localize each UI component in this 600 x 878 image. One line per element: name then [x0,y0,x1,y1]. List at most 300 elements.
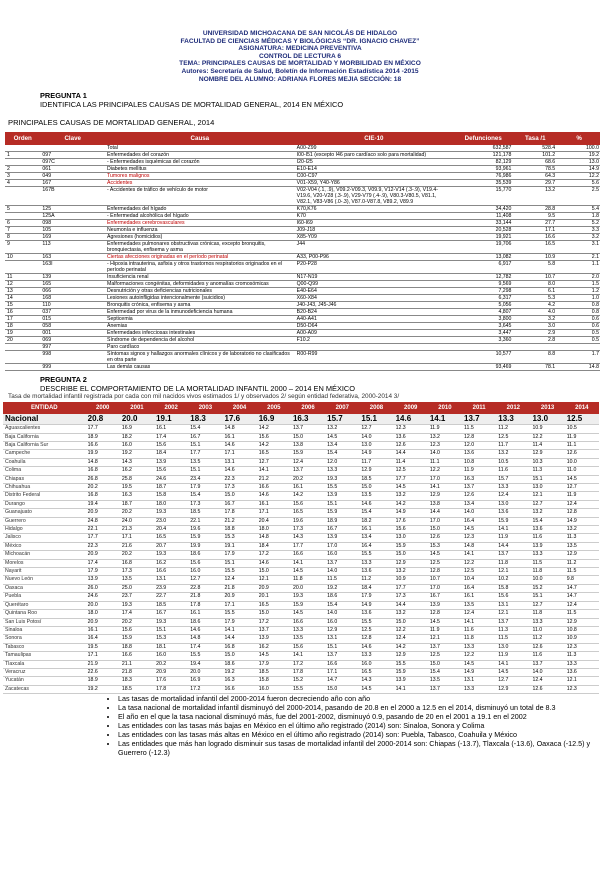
table-cell: 16.7 [223,500,257,508]
table-cell: Insuficiencia renal [105,274,295,281]
table-cell: 15.6 [291,643,325,651]
table-cell [295,344,453,351]
table-cell: 11.7 [496,441,530,449]
table-cell: 12.9 [496,685,530,693]
table-row [3,475,599,483]
table-cell: 17.3 [291,526,325,534]
table-cell: 999 [40,364,105,371]
table-cell: 17.7 [188,450,222,458]
table-cell: 14.4 [394,450,428,458]
table-cell: 098 [40,220,105,227]
table-cell: 12.3 [394,425,428,433]
table-cell: 18.8 [120,643,154,651]
table-cell: 14.5 [462,526,496,534]
table-cell: 16.4 [86,635,120,643]
table-cell [5,187,40,206]
table-cell: 14.4 [223,635,257,643]
table-cell: 16.2 [154,559,188,567]
table-cell: 20.2 [120,618,154,626]
table-cell: 11 [5,274,40,281]
table-cell: Yucatán [3,677,86,685]
table-cell: 14.1 [496,526,530,534]
table-cell: 14.5 [291,568,325,576]
table-cell: 20.2 [120,551,154,559]
table-cell: 6,317 [453,295,513,302]
table-cell: 12.8 [428,568,462,576]
table-header: 2006 [291,402,325,414]
table-cell: 14.2 [394,500,428,508]
infant-mortality-table [3,402,599,694]
table-cell: 4.0 [513,309,557,316]
table-cell: 16.5 [291,509,325,517]
table-cell: 17.6 [154,677,188,685]
table-cell: 93,961 [453,166,513,173]
table-cell: I60-I69 [295,220,453,227]
table-cell: 15.6 [496,593,530,601]
table-cell: 16.6 [325,660,359,668]
table-cell: 13.0 [496,643,530,651]
table-cell: 20.9 [86,551,120,559]
table-cell: 5.4 [557,206,600,213]
table-cell [557,344,600,351]
table-cell: 12.3 [428,441,462,449]
table-cell: 11.1 [565,441,599,449]
table-cell: 17.3 [394,593,428,601]
table-cell: 13.6 [530,526,564,534]
table-cell: 16.6 [257,484,291,492]
table-cell: 34,420 [453,206,513,213]
table-cell: 2.9 [513,330,557,337]
table-cell: 24.8 [86,517,120,525]
table-cell: 18.4 [359,584,393,592]
table-cell: Total [105,145,295,152]
table-cell: 17.7 [86,534,120,542]
table-cell: J09-J18 [295,227,453,234]
table-cell: 11.3 [565,652,599,660]
table-cell: 14 [5,295,40,302]
table-row [3,576,599,584]
table-cell: 11.3 [565,534,599,542]
table-cell: 125A [40,213,105,220]
table-cell: 037 [40,309,105,316]
table-cell: 22.1 [188,517,222,525]
table-cell: 12.4 [394,635,428,643]
table-cell: 14.1 [462,618,496,626]
table-cell: 10.9 [565,635,599,643]
table-cell: 17.3 [188,500,222,508]
table-cell: 13.7 [496,551,530,559]
table-cell: 16.7 [188,433,222,441]
table-cell: 12.8 [462,433,496,441]
table-row [5,337,600,344]
table-cell: 14.0 [359,433,393,441]
table-cell: 17.9 [223,551,257,559]
table-cell: 6,917 [453,261,513,274]
table-row [3,517,599,525]
table-row [3,568,599,576]
table-cell: 15.0 [394,618,428,626]
table-cell: 12.2 [462,559,496,567]
table-cell: 10.0 [530,576,564,584]
table-cell: 17.0 [428,517,462,525]
table-cell: 14.5 [394,484,428,492]
table-cell: 18.3 [120,677,154,685]
conclusion-item: • La tasa nacional de mortalidad infantil disminuyó del 2000-2014, pasando de 20.8 en el 2000 a 12.5 en el 2014, disminuyó un total de 8.3 [118,703,600,712]
table-cell: 16.6 [223,685,257,693]
table-cell: 13.7 [496,618,530,626]
table-row [3,484,599,492]
table-cell: Oaxaca [3,584,86,592]
table-cell: 13.3 [359,559,393,567]
table-cell: 24.6 [86,593,120,601]
table-cell: 10.5 [496,458,530,466]
table-cell: 27.7 [513,220,557,227]
table-row [5,213,600,220]
table-cell: 15.9 [325,509,359,517]
table-cell: 82,129 [453,159,513,166]
table-cell: 14.1 [428,414,462,425]
table-cell: Tamaulipas [3,652,86,660]
table-cell: Sinaloa [3,626,86,634]
table-cell: 11.1 [428,458,462,466]
table-cell: 12.9 [530,450,564,458]
table-row [5,187,600,206]
table-cell: 105 [40,227,105,234]
table-cell: 13.7 [325,652,359,660]
table-cell: 19.3 [291,593,325,601]
table-cell: E40-E64 [295,288,453,295]
table-cell: 15.9 [188,534,222,542]
table-cell: 19 [5,330,40,337]
table-cell: 1 [5,152,40,159]
table-cell: 15.0 [428,660,462,668]
table-cell: 14.1 [257,467,291,475]
table-cell: 13.8 [291,441,325,449]
table-cell: 11.7 [359,458,393,466]
table-cell: 14.0 [428,450,462,458]
question-1-text: IDENTIFICA LAS PRINCIPALES CAUSAS DE MORTALIDAD GENERAL, 2014 EN MÉXICO [40,100,344,110]
table-cell: 21.8 [223,584,257,592]
table-cell: 18.3 [188,414,222,425]
table-cell: 13.3 [496,414,530,425]
table-cell: 12.7 [188,576,222,584]
table-cell: 3,360 [453,337,513,344]
table-cell: 14.5 [359,685,393,693]
table-cell: 16.0 [154,652,188,660]
table-cell: 6 [5,220,40,227]
table-cell: 15.4 [359,509,393,517]
table-row [5,316,600,323]
table-cell: Baja California Sur [3,441,86,449]
table-cell: 68.6 [513,159,557,166]
table-cell: 16.8 [120,559,154,567]
table-cell [5,159,40,166]
table-cell: 16.8 [86,467,120,475]
table-cell: 13.7 [428,685,462,693]
table-cell: 3.0 [513,323,557,330]
table-cell: 17.3 [223,484,257,492]
table-cell: 5.3 [513,295,557,302]
table-cell: 16.1 [359,526,393,534]
table-cell: 16.6 [291,618,325,626]
table-cell: 17.8 [188,601,222,609]
table-cell: 22.3 [86,542,120,550]
table-header: 2011 [462,402,496,414]
table-cell: 15.3 [223,534,257,542]
table-cell: 14.1 [462,551,496,559]
table-cell: 2.5 [557,187,600,206]
table-cell: 13.6 [462,450,496,458]
table-cell: 13.1 [154,576,188,584]
table-cell: 17.4 [188,643,222,651]
table-header: Tasa /1 [513,132,557,145]
table-cell: 18.4 [257,542,291,550]
table-cell: 11.6 [530,652,564,660]
table-cell: 12.7 [530,601,564,609]
table-cell: 15.8 [496,584,530,592]
table-cell: 35,539 [453,180,513,187]
topic-line: TEMA: PRINCIPALES CAUSAS DE MORTALIDAD Y MORBILIDAD EN MÉXICO [179,60,421,68]
table-cell: 10.9 [513,254,557,261]
table-cell [295,364,453,371]
table-cell: Morelos [3,559,86,567]
table-cell: 13.9 [257,635,291,643]
table-cell: 13.6 [359,568,393,576]
table-cell: 15.1 [188,467,222,475]
table-cell: 14.1 [394,685,428,693]
table-row [5,323,600,330]
table-cell: 165 [40,281,105,288]
table-cell: 13.0 [530,484,564,492]
table-cell: I00-I51 (excepto I46 paro cardíaco solo para mortalidad) [295,152,453,159]
table-row [5,274,600,281]
table-cell: 16.6 [154,568,188,576]
table-cell: 17.4 [120,610,154,618]
table-cell: 13.5 [359,492,393,500]
table-cell: 15.1 [530,593,564,601]
table-cell: 16.0 [257,685,291,693]
table-cell: 12.9 [325,626,359,634]
table-cell: 15.4 [325,450,359,458]
table-cell: 14.5 [462,660,496,668]
table-cell: 15.9 [394,542,428,550]
table-cell: 15.2 [291,677,325,685]
table-cell: 16.1 [188,610,222,618]
table-cell: 14.5 [257,652,291,660]
table-cell: 20.8 [86,414,120,425]
table-cell: 11.8 [496,559,530,567]
table-cell: 18.7 [154,484,188,492]
table-cell: 16.1 [462,593,496,601]
table-cell: 15.3 [428,542,462,550]
table-row [5,351,600,364]
table-header: 2004 [223,402,257,414]
table-cell: 16.1 [291,484,325,492]
table-cell: 13.7 [291,467,325,475]
table-cell: 069 [40,337,105,344]
table-cell: 19,921 [453,234,513,241]
table-cell: 13.3 [462,685,496,693]
table-cell: 11.8 [291,576,325,584]
table-cell: 9 [5,241,40,254]
table-cell: 2.8 [513,337,557,344]
table-cell: P20-P28 [295,261,453,274]
table-cell: 15.8 [154,492,188,500]
table-cell: 13.1 [496,601,530,609]
table-cell: 13.6 [394,433,428,441]
table-cell: 20.9 [86,618,120,626]
table-row [3,584,599,592]
table-cell: 15.2 [530,584,564,592]
table-cell: 19.5 [86,643,120,651]
table-cell: 14.5 [496,668,530,676]
table-cell: 997 [40,344,105,351]
table-cell: 15.9 [496,517,530,525]
table-cell: Diabetes mellitus [105,166,295,173]
table-cell: 3,645 [453,323,513,330]
table-cell: 19.6 [291,517,325,525]
table-cell: 13.3 [565,660,599,668]
table-cell: 24.0 [120,517,154,525]
table-cell: 13.3 [325,467,359,475]
table-cell: 78.1 [513,364,557,371]
table-cell: 12 [5,281,40,288]
table-cell: 058 [40,323,105,330]
table-cell: Desnutrición y otras deficiencias nutricionales [105,288,295,295]
table-cell: 13.9 [325,492,359,500]
table-cell: 19.1 [154,414,188,425]
table-cell: 17.1 [120,534,154,542]
table-cell: 15.6 [394,526,428,534]
table-cell: 18.6 [223,660,257,668]
table-cell: 15.0 [325,685,359,693]
table-cell: 15.1 [154,626,188,634]
table-cell: 26.8 [86,475,120,483]
table-header: CIE-10 [295,132,453,145]
table-cell: 1.8 [557,213,600,220]
table-cell: 18.0 [154,500,188,508]
table-cell: Michoacán [3,551,86,559]
table-cell: 12.1 [257,576,291,584]
table-cell: 12.6 [462,492,496,500]
table-cell: 19.3 [120,601,154,609]
table-cell: 78.5 [513,166,557,173]
table-cell: Hidalgo [3,526,86,534]
table-cell: 12.6 [530,685,564,693]
table-row [5,173,600,180]
table-cell: 16.1 [86,626,120,634]
table-row [5,309,600,316]
table-cell: V01-X59, Y40-Y86 [295,180,453,187]
table-cell: 13.8 [428,500,462,508]
table-cell: Enfermedades del corazón [105,152,295,159]
table-cell: 19.9 [188,542,222,550]
table-cell: 10.8 [565,626,599,634]
table-cell: 17.0 [428,475,462,483]
table-header: 2012 [496,402,530,414]
table-cell: 14.5 [428,551,462,559]
table-cell: 13.2 [530,509,564,517]
table-cell: 14.5 [565,475,599,483]
table-cell: Septicemia [105,316,295,323]
table-cell: Coahuila [3,458,86,466]
table-cell: 20.2 [86,484,120,492]
table-cell: 12.6 [394,441,428,449]
table-cell: 13.3 [496,484,530,492]
table-cell: 3.1 [557,241,600,254]
table-cell: 18.6 [188,618,222,626]
table-cell [513,344,557,351]
table-cell: 12.4 [496,492,530,500]
mortality-table-caption: PRINCIPALES CAUSAS DE MORTALIDAD GENERAL, 2014 [8,118,215,128]
table-cell: 17.7 [394,475,428,483]
table-cell: 049 [40,173,105,180]
table-cell: 18 [5,323,40,330]
table-cell: 11.5 [496,635,530,643]
table-cell: Anemias [105,323,295,330]
table-cell: 528.4 [513,145,557,152]
table-cell: 121,178 [453,152,513,159]
table-cell: 5.6 [557,180,600,187]
table-cell: 16.6 [86,441,120,449]
table-cell: 15.5 [223,610,257,618]
table-header: 2009 [394,402,428,414]
table-cell: J40-J43, J45-J46 [295,302,453,309]
table-cell: 14.4 [496,542,530,550]
table-cell: Enfermedad por virus de la inmunodeficiencia humana [105,309,295,316]
table-cell: 13.7 [462,414,496,425]
table-cell: Chiapas [3,475,86,483]
table-cell: 11.2 [565,559,599,567]
table-cell: 13.5 [188,458,222,466]
table-cell: 015 [40,316,105,323]
table-cell: 15.0 [223,652,257,660]
table-cell: 12.6 [530,643,564,651]
document-header [0,30,600,83]
table-cell: 18.8 [223,526,257,534]
table-cell: X85-Y09 [295,234,453,241]
table-cell: Paro cardíaco [105,344,295,351]
table-cell: 19.4 [86,500,120,508]
table-cell: 4.2 [513,302,557,309]
table-cell: 22.3 [223,475,257,483]
table-cell: 14.2 [394,643,428,651]
table-cell: 12.5 [359,626,393,634]
table-cell: 13.1 [462,677,496,685]
table-cell: 21.9 [86,660,120,668]
table-cell: 18.1 [154,643,188,651]
table-cell: 12.5 [428,559,462,567]
table-cell: Guanajuato [3,509,86,517]
table-cell: 6.1 [513,288,557,295]
table-cell: 16.5 [257,450,291,458]
table-cell: 11.8 [462,635,496,643]
table-cell: Tabasco [3,643,86,651]
table-row [3,610,599,618]
table-cell: 23.9 [154,584,188,592]
table-row [3,668,599,676]
table-cell: 13.5 [565,542,599,550]
table-cell: 12.9 [428,492,462,500]
table-cell: 16.9 [188,677,222,685]
table-cell: 12.1 [428,635,462,643]
table-cell: 12.5 [565,414,599,425]
table-cell: Agresiones (homicidios) [105,234,295,241]
table-cell: 1.2 [557,288,600,295]
table-cell: 11.2 [359,576,393,584]
table-cell: 20.9 [86,509,120,517]
table-cell: Nacional [3,414,86,425]
